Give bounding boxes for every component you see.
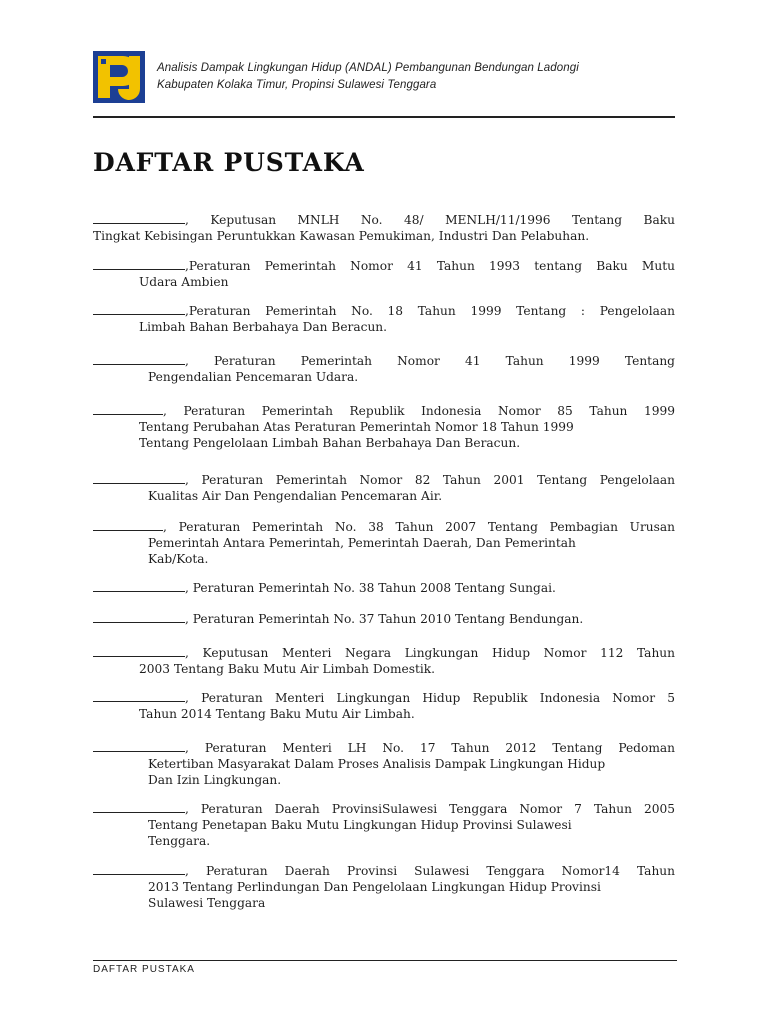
bibliography-entry: [93, 645, 675, 677]
author-blank-line: [93, 612, 185, 623]
entry-first-line: [93, 353, 675, 369]
entry-text: , Peraturan Pemerintah No. 38 Tahun 2007 Tentang Pembagian Urusan: [163, 520, 675, 534]
entry-continuation-line: Pengendalian Pencemaran Udara.: [148, 370, 359, 384]
entry-continuation-line: Udara Ambien: [139, 275, 229, 289]
bibliography-entry: [93, 580, 675, 596]
entry-text: , Keputusan Menteri Negara Lingkungan Hidup Nomor 112 Tahun: [185, 646, 675, 660]
entry-first-line: [93, 403, 675, 419]
entry-continuation-line: Tingkat Kebisingan Peruntukkan Kawasan Pemukiman, Industri Dan Pelabuhan.: [93, 229, 590, 243]
bibliography-entry: [93, 258, 675, 290]
header-divider: [93, 116, 675, 118]
entry-continuation-line: Kab/Kota.: [148, 552, 209, 566]
pu-logo-icon: [93, 51, 145, 103]
bibliography-entry: [93, 212, 675, 244]
entry-first-line: [93, 645, 675, 661]
entry-first-line: [93, 519, 675, 535]
entry-continuation-line: Ketertiban Masyarakat Dalam Proses Analisis Dampak Lingkungan Hidup: [148, 757, 606, 771]
author-blank-line: [93, 646, 185, 657]
entry-text: , Peraturan Pemerintah No. 38 Tahun 2008 Tentang Sungai.: [185, 581, 556, 595]
bibliography-entry: [93, 740, 675, 788]
entry-text: , Peraturan Pemerintah Nomor 41 Tahun 1999 Tentang: [185, 354, 675, 368]
entry-text: , Peraturan Pemerintah Nomor 82 Tahun 2001 Tentang Pengelolaan: [185, 473, 675, 487]
bibliography-entry: [93, 353, 675, 385]
bibliography-entry: [93, 403, 675, 451]
entry-first-line: [93, 472, 675, 488]
entry-text: , Keputusan MNLH No. 48/ MENLH/11/1996 Tentang Baku: [185, 213, 675, 227]
header-line-2: Kabupaten Kolaka Timur, Propinsi Sulawesi Tenggara: [157, 79, 437, 91]
bibliography-entry: [93, 863, 675, 911]
entry-text: , Peraturan Daerah Provinsi Sulawesi Tenggara Nomor14 Tahun: [185, 864, 675, 878]
entry-continuation-line: Tentang Perubahan Atas Peraturan Pemerintah Nomor 18 Tahun 1999: [139, 420, 574, 434]
entry-continuation-line: Tenggara.: [148, 834, 211, 848]
entry-text: , Peraturan Pemerintah No. 37 Tahun 2010 Tentang Bendungan.: [185, 612, 584, 626]
author-blank-line: [93, 864, 185, 875]
author-blank-line: [93, 520, 163, 531]
entry-first-line: [93, 212, 675, 228]
entry-text: ,Peraturan Pemerintah No. 18 Tahun 1999 Tentang : Pengelolaan: [185, 304, 675, 318]
document-header: [157, 60, 579, 94]
entry-continuation-line: Tentang Penetapan Baku Mutu Lingkungan Hidup Provinsi Sulawesi: [148, 818, 572, 832]
entry-text: ,Peraturan Pemerintah Nomor 41 Tahun 1993 tentang Baku Mutu: [185, 259, 675, 273]
entry-continuation-line: Kualitas Air Dan Pengendalian Pencemaran Air.: [148, 489, 443, 503]
bibliography-entry: [93, 303, 675, 335]
author-blank-line: [93, 354, 185, 365]
entry-first-line: [93, 303, 675, 319]
footer-label: DAFTAR PUSTAKA: [93, 964, 195, 975]
entry-first-line: [93, 611, 675, 627]
author-blank-line: [93, 802, 185, 813]
entry-continuation-line: Pemerintah Antara Pemerintah, Pemerintah Daerah, Dan Pemerintah: [148, 536, 576, 550]
author-blank-line: [93, 213, 185, 224]
entry-text: , Peraturan Menteri LH No. 17 Tahun 2012 Tentang Pedoman: [185, 741, 675, 755]
entry-continuation-line: Dan Izin Lingkungan.: [148, 773, 282, 787]
author-blank-line: [93, 581, 185, 592]
entry-continuation-line: Sulawesi Tenggara: [148, 896, 266, 910]
author-blank-line: [93, 691, 185, 702]
page-title: DAFTAR PUSTAKA: [93, 148, 365, 177]
entry-first-line: [93, 690, 675, 706]
entry-first-line: [93, 740, 675, 756]
author-blank-line: [93, 473, 185, 484]
entry-text: , Peraturan Menteri Lingkungan Hidup Republik Indonesia Nomor 5: [185, 691, 675, 705]
author-blank-line: [93, 404, 163, 415]
bibliography-entry: [93, 690, 675, 722]
bibliography-entry: [93, 519, 675, 567]
header-line-1: Analisis Dampak Lingkungan Hidup (ANDAL) Pembangunan Bendungan Ladongi: [157, 62, 579, 74]
entry-first-line: [93, 580, 675, 596]
entry-text: , Peraturan Daerah ProvinsiSulawesi Tenggara Nomor 7 Tahun 2005: [185, 802, 675, 816]
footer-divider: [93, 960, 677, 961]
entry-continuation-line: Tahun 2014 Tentang Baku Mutu Air Limbah.: [139, 707, 415, 721]
bibliography-entry: [93, 611, 675, 627]
author-blank-line: [93, 741, 185, 752]
author-blank-line: [93, 304, 185, 315]
entry-continuation-line: 2003 Tentang Baku Mutu Air Limbah Domestik.: [139, 662, 436, 676]
bibliography-entry: [93, 801, 675, 849]
entry-continuation-line: Tentang Pengelolaan Limbah Bahan Berbahaya Dan Beracun.: [139, 436, 521, 450]
entry-first-line: [93, 801, 675, 817]
entry-text: , Peraturan Pemerintah Republik Indonesia Nomor 85 Tahun 1999: [163, 404, 675, 418]
author-blank-line: [93, 259, 185, 270]
bibliography-entry: [93, 472, 675, 504]
entry-first-line: [93, 258, 675, 274]
entry-continuation-line: Limbah Bahan Berbahaya Dan Beracun.: [139, 320, 388, 334]
entry-continuation-line: 2013 Tentang Perlindungan Dan Pengelolaan Lingkungan Hidup Provinsi: [148, 880, 601, 894]
entry-first-line: [93, 863, 675, 879]
